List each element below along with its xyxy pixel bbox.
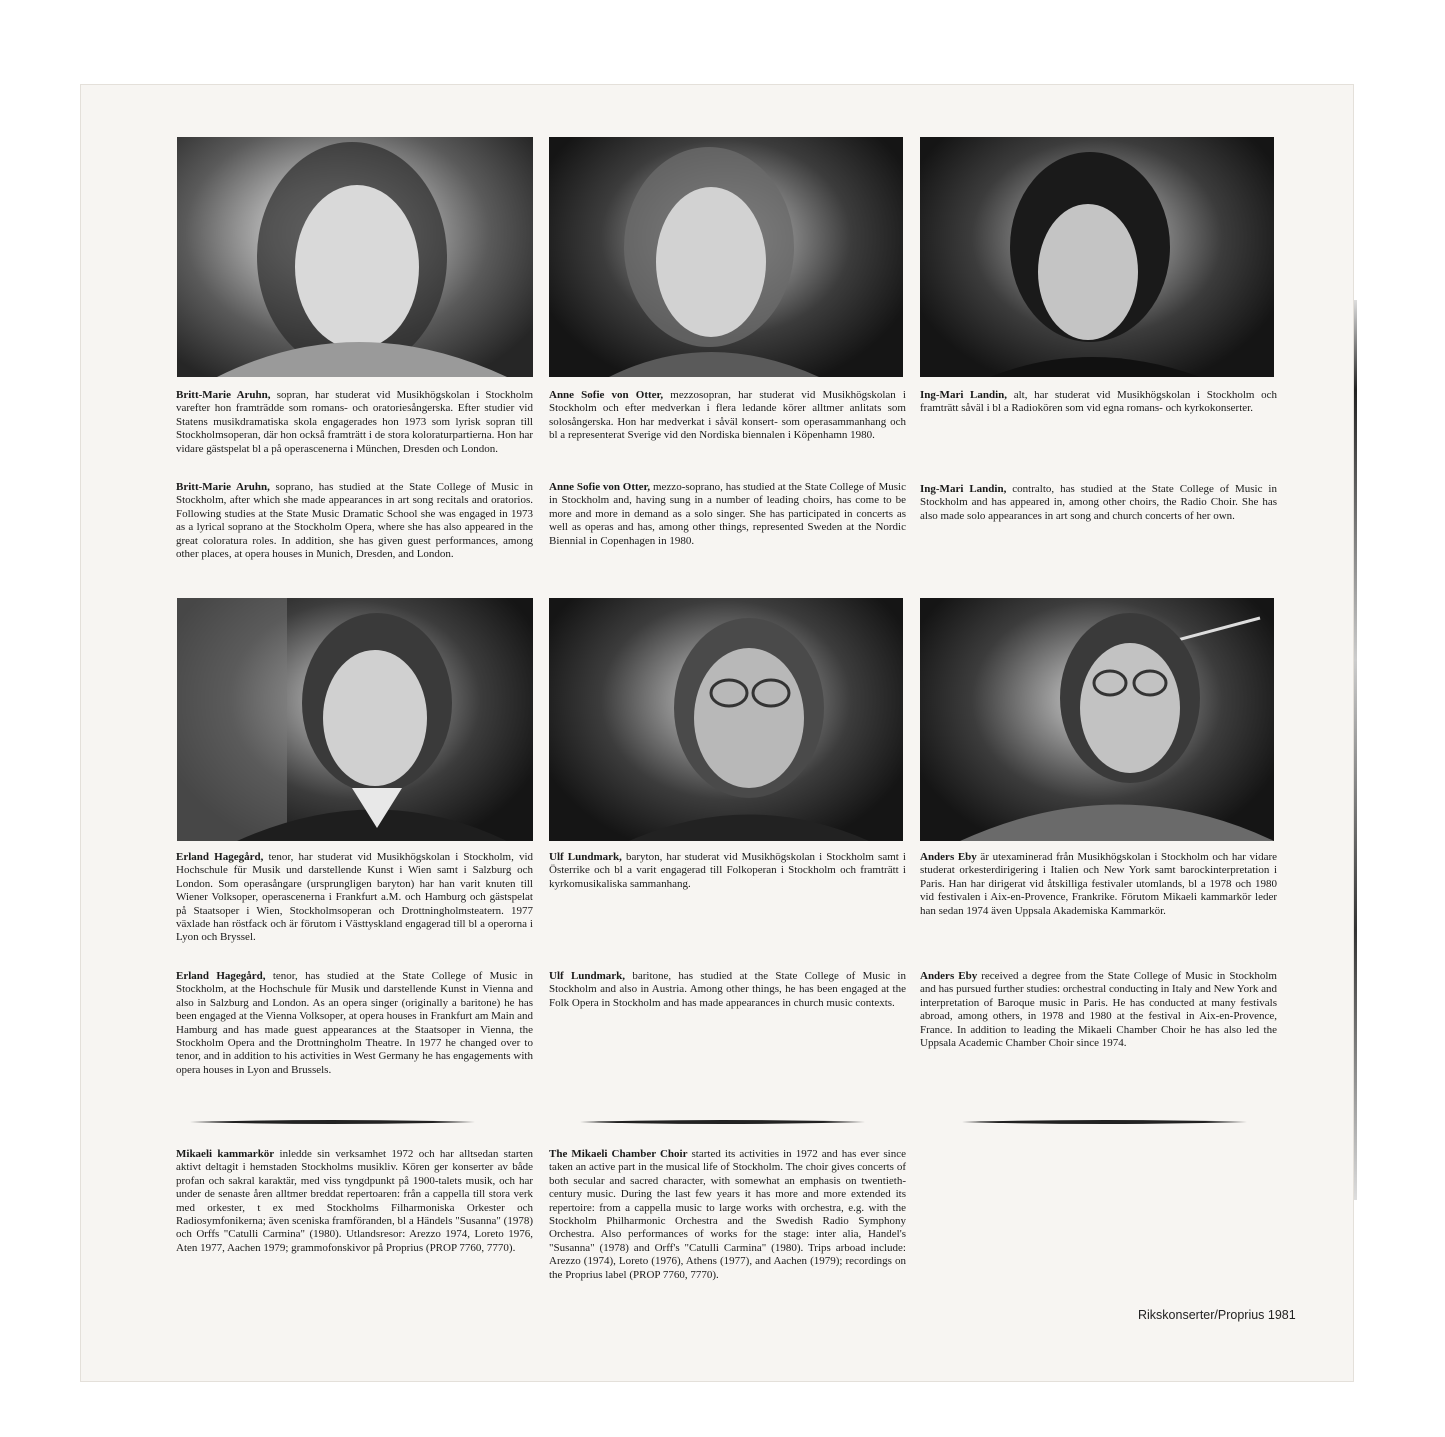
bio-body: mezzosopran, har studerat vid Musikhögskolan i Stockholm och efter medverkan i flera ledande körer alltmer anlitats som solosångerska. Hon har medverkat i såväl konsert- som operasammanhang och bl a representerat Sverige vid den Nordiska biennalen i Köpenhamn 1980. xyxy=(549,389,906,442)
bio-body: tenor, har studerat vid Musikhögskolan i Stockholm, vid Hochschule für Musik und darstellende Kunst i Wien samt i Salzburg och London. Som operasångare (ursprungligen baryton) har han varit knuten till Wiener Volksoper, operascenerna i Frankfurt a.M. och Hamburg och gästspelat på Staatsoper i Wien, Stockholmsoperan och Drottningholmsteatern. 1977 växlade han röstfack och är förutom i Västtyskland engagerad till bl a operorna i Lyon och Bryssel. xyxy=(176,851,534,944)
bio-en-anne-sofie-von-otter xyxy=(549,481,906,548)
bio-body: contralto, has studied at the State College of Music in Stockholm and has appeared in, among other choirs, the Radio Choir. She has also made solo appearances in art song and church concerts of her own. xyxy=(920,483,1277,522)
portrait-erland-hagegard xyxy=(177,598,533,841)
bio-name: Ulf Lundmark, xyxy=(549,970,626,982)
bio-sv-anders-eby xyxy=(920,851,1277,918)
bio-body: baritone, has studied at the State College of Music in Stockholm and also in Austria. Among other things, he has been engaged at the Folk Opera in Stockholm and has made appearances in church music contexts. xyxy=(549,970,906,1009)
bio-name: Britt-Marie Aruhn, xyxy=(176,481,270,493)
bio-en-ing-mari-landin xyxy=(920,483,1277,523)
portrait-anne-sofie-von-otter xyxy=(549,137,903,377)
bio-sv-ulf-lundmark xyxy=(549,851,906,891)
publisher-credit: Rikskonserter/Proprius 1981 xyxy=(1138,1308,1296,1322)
choir-name: The Mikaeli Chamber Choir xyxy=(549,1148,688,1160)
bio-body: är utexaminerad från Musikhögskolan i Stockholm och har vidare studerat orkesterdirigering i Italien och New York samt barockinterpretation i Paris. Han har dirigerat vid åtskilliga festivaler utomlands, bl a 1978 och 1980 vid festivalen i Aix-en-Provence, Frankrike. Förutom Mikaeli kammarkör leder han sedan 1974 även Uppsala Akademiska Kammarkör. xyxy=(920,851,1277,917)
ornamental-rule xyxy=(580,1113,865,1121)
bio-body: soprano, has studied at the State College of Music in Stockholm, after which she made appearances in art song recitals and oratorios. Following studies at the State Music Dramatic School she was engaged in 1973 as a lyrical soprano at the Stockholm Opera, where she has also appeared in the great coloratura roles. In addition, she has given guest performances, among other places, at opera houses in Munich, Dresden, and London. xyxy=(176,481,533,561)
bio-body: received a degree from the State College of Music in Stockholm and has pursued further studies: orchestral conducting in Italy and New York and interpretation of Baroque music in Paris. He has conducted at many festivals abroad, among others, in 1978 and 1980 at the festival in Aix-en-Provence, France. In addition to leading the Mikaeli Chamber Choir he has also led the Uppsala Academic Chamber Choir since 1974. xyxy=(920,970,1277,1050)
bio-name: Anders Eby xyxy=(920,851,977,863)
bio-body: tenor, has studied at the State College of Music in Stockholm, at the Hochschule für Musik und darstellende Kunst in Vienna and also in Salzburg and London. As an opera singer (originally a baritone) he has been engaged at the Vienna Volksoper, at opera houses in Frankfurt am Main and Hamburg and has made guest appearances at the Staatsoper in Vienna, the Stockholm Opera and the Drottningholm Theatre. In 1977 he changed over to tenor, and in addition to his activities in West Germany he has engagements with opera houses in Lyon and Brussels. xyxy=(176,970,533,1076)
bio-name: Ing-Mari Landin, xyxy=(920,483,1007,495)
bio-name: Erland Hagegård, xyxy=(176,970,266,982)
choir-body: inledde sin verksamhet 1972 och har alltsedan starten aktivt deltagit i hemstaden Stockholms musikliv. Kören ger konserter av både profan och sakral karaktär, med viss tyngdpunkt på 1900-talets musik, och har under de senaste åren alltmer breddat repertoaren: från a cappella till stora verk med orkester, t ex med Stockholms Filharmoniska Orkester och Radiosymfonikerna; även sceniska framföranden, bl a Händels "Susanna" (1978) och Orffs "Catulli Carmina" (1980). Utlandsresor: Arezzo 1974, Loreto 1976, Aten 1977, Aachen 1979; grammofonskivor på Proprius (PROP 7760, 7770). xyxy=(176,1148,533,1254)
bio-en-anders-eby xyxy=(920,970,1277,1050)
choir-en xyxy=(549,1148,906,1282)
bio-en-erland-hagegard xyxy=(176,970,533,1077)
portrait-ing-mari-landin xyxy=(920,137,1274,377)
bio-body: alt, har studerat vid Musikhögskolan i Stockholm och framträtt såväl i bl a Radiokören som vid egna romans- och kyrkokonserter. xyxy=(920,389,1277,415)
bio-sv-ing-mari-landin xyxy=(920,389,1277,416)
choir-name: Mikaeli kammarkör xyxy=(176,1148,275,1160)
bio-name: Anders Eby xyxy=(920,970,978,982)
bio-name: Erland Hagegård, xyxy=(176,851,264,863)
bio-name: Ing-Mari Landin, xyxy=(920,389,1008,401)
choir-sv xyxy=(176,1148,533,1255)
bio-en-britt-marie-aruhn xyxy=(176,481,533,561)
ornamental-rule xyxy=(962,1113,1247,1121)
bio-body: mezzo-soprano, has studied at the State College of Music in Stockholm and, having sung in a number of leading choirs, has come to be more and more in demand as a solo singer. She has participated in concerts as well as operas and has, among other things, represented Sweden at the Nordic Biennial in Copenhagen in 1980. xyxy=(549,481,906,547)
bio-sv-anne-sofie-von-otter xyxy=(549,389,906,443)
sleeve-edge xyxy=(1354,300,1357,1200)
bio-body: sopran, har studerat vid Musikhögskolan i Stockholm varefter hon framträdde som romans- och oratoriesångerska. Efter studier vid Statens musikdramatiska skola engagerades hon 1973 som lyrisk sopran till Stockholmsoperan, där hon också framträtt i de stora koloraturpartierna. Hon har vidare gästspelat bl a på operascenerna i München, Dresden och London. xyxy=(176,389,533,455)
bio-sv-britt-marie-aruhn xyxy=(176,389,533,456)
bio-name: Anne Sofie von Otter, xyxy=(549,389,664,401)
portrait-anders-eby xyxy=(920,598,1274,841)
bio-name: Britt-Marie Aruhn, xyxy=(176,389,271,401)
ornamental-rule xyxy=(190,1113,475,1121)
choir-body: started its activities in 1972 and has ever since taken an active part in the musical life of Stockholm. The choir gives concerts of both secular and sacred character, with somewhat an emphasis on twentieth-century music. During the last few years it has more and more extended its repertoire: from a cappella music to large works with orchestra, e.g. with the Stockholm Philharmonic Orchestra and the Swedish Radio Symphony Orchestra. Also performances of works for the stage: inter alia, Handel's "Susanna" (1978) and Orff's "Catulli Carmina" (1980). Trips arboad include: Arezzo (1974), Loreto (1976), Athens (1977), and Aachen (1979); recordings on the Proprius label (PROP 7760, 7770). xyxy=(549,1148,907,1281)
portrait-britt-marie-aruhn xyxy=(177,137,533,377)
bio-body: baryton, har studerat vid Musikhögskolan i Stockholm samt i Österrike och bl a varit engagerad till Folkoperan i Stockholm och framträtt i kyrkomusikaliska sammanhang. xyxy=(549,851,906,890)
bio-name: Ulf Lundmark, xyxy=(549,851,622,863)
portrait-ulf-lundmark xyxy=(549,598,903,841)
bio-en-ulf-lundmark xyxy=(549,970,906,1010)
bio-name: Anne Sofie von Otter, xyxy=(549,481,651,493)
bio-sv-erland-hagegard xyxy=(176,851,533,945)
